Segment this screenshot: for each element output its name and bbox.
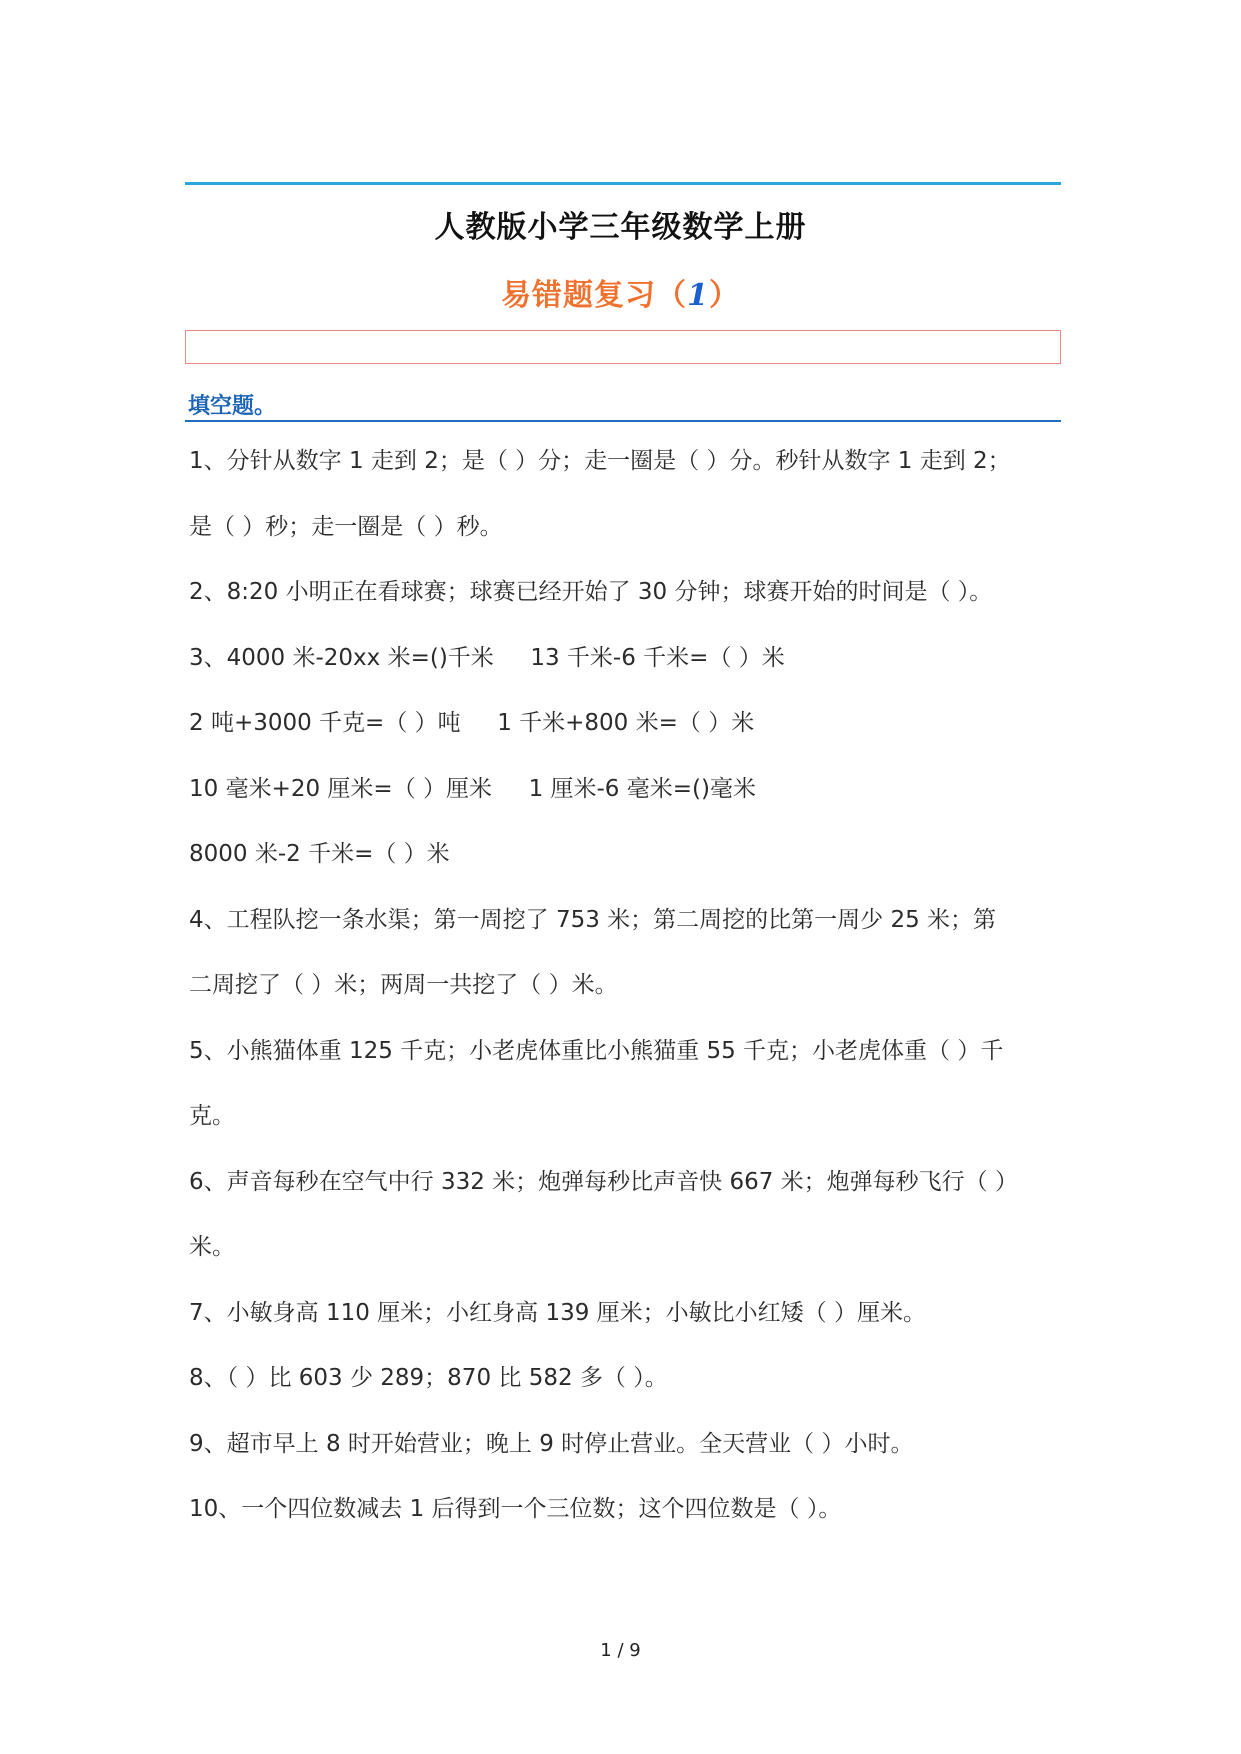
page-number: 1 / 9 [600, 1640, 641, 1661]
text-line: 8、（ ）比 603 少 289；870 比 582 多（ ）。 [189, 1365, 668, 1391]
text-line: 7、小敏身高 110 厘米；小红身高 139 厘米；小敏比小红矮（ ）厘米。 [189, 1299, 926, 1326]
text-line: 10 毫米+20 厘米=（ ）厘米 1 厘米-6 毫米=()毫米 [189, 775, 756, 802]
text-line: 米。 [189, 1234, 235, 1260]
text-line: 4、工程队挖一条水渠；第一周挖了 753 米；第二周挖的比第一周少 25 米；第 [189, 906, 997, 933]
section-heading: 填空题。 [188, 394, 277, 419]
subtitle-number: 1 [687, 278, 709, 313]
text-line: 10、一个四位数减去 1 后得到一个三位数；这个四位数是（ ）。 [189, 1496, 842, 1522]
subtitle-text: 易错题复习（ [501, 278, 688, 313]
top-rule [185, 182, 1061, 185]
question-lines [189, 441, 1069, 1555]
text-line: 2 吨+3000 千克=（ ）吨 1 千米+800 米=（ ）米 [189, 710, 755, 736]
text-line: 3、4000 米-20xx 米=()千米 13 千米-6 千米=（ ）米 [189, 644, 785, 671]
text-line: 2、8:20 小明正在看球赛；球赛已经开始了 30 分钟；球赛开始的时间是（ ）。 [189, 579, 993, 605]
text-line: 二周挖了（ ）米；两周一共挖了（ ）米。 [189, 972, 618, 998]
text-line: 是（ ）秒；走一圈是（ ）秒。 [189, 513, 503, 540]
document-subtitle [0, 270, 1241, 314]
text-line: 1、分针从数字 1 走到 2；是（ ）分；走一圈是（ ）分。秒针从数字 1 走到 2； [189, 448, 1011, 474]
document-title: 人教版小学三年级数学上册 [434, 210, 807, 245]
subtitle-close: ） [708, 278, 740, 313]
empty-info-box [185, 330, 1061, 364]
text-line: 8000 米-2 千米=（ ）米 [189, 841, 450, 867]
text-line: 9、超市早上 8 时开始营业；晚上 9 时停止营业。全天营业（ ）小时。 [189, 1430, 914, 1457]
text-line: 克。 [189, 1103, 235, 1129]
section-rule [185, 420, 1061, 422]
text-line: 6、声音每秒在空气中行 332 米；炮弹每秒比声音快 667 米；炮弹每秒飞行（ ） [189, 1168, 1018, 1195]
text-line: 5、小熊猫体重 125 千克；小老虎体重比小熊猫重 55 千克；小老虎体重（ ）千 [189, 1037, 1004, 1064]
